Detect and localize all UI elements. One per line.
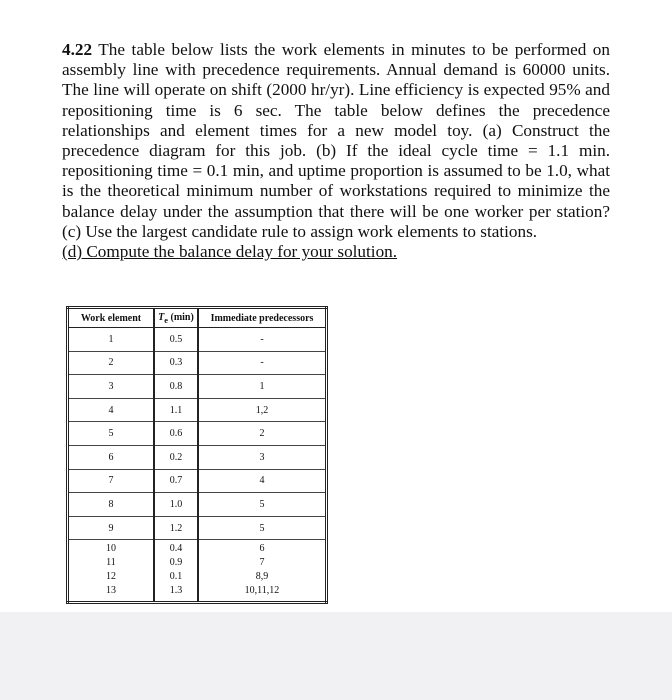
predecessors-cell: - (198, 351, 327, 375)
table-row (68, 570, 327, 584)
element-time-cell: 0.3 (154, 351, 198, 375)
table-row (68, 516, 327, 540)
predecessors-cell: 6 (259, 543, 265, 555)
table-row (68, 445, 327, 469)
time-symbol: T (158, 311, 165, 323)
element-time-cell: 1.3 (154, 584, 198, 603)
work-element-cell: 7 (68, 469, 155, 493)
work-element-cell: 6 (68, 445, 155, 469)
time-unit: (min) (167, 311, 194, 323)
time-subscript: e (164, 315, 168, 325)
work-element-cell: 2 (68, 351, 155, 375)
table-row (68, 493, 327, 517)
element-time-cell: 0.4 (154, 540, 198, 557)
work-element-cell: 10 (68, 540, 155, 557)
problem-text: The table below lists the work elements in minutes to be performed on assembly line with precedence requirements. Annual demand is 60000 units. The line will operate on shift (2000 hr/yr). Line efficiency is expected 95% and repositioning time is 6 sec. The table below defines the precedence relationships and element times for a new model toy. (a) Construct the precedence diagram for this job. (b) If the ideal cycle time = 1.1 min. repositioning time = 0.1 min, and uptime proportion is assumed to be 1.0, what is the theoretical minimum number of workstations required to minimize the balance delay under the assumption that there will be one worker per station? (c) Use the largest candidate rule to assign work elements to stations. (62, 40, 610, 241)
work-element-cell: 5 (68, 422, 155, 446)
page-footer-background (0, 612, 672, 700)
element-time-cell: 0.1 (154, 570, 198, 584)
header-element-time (154, 308, 198, 328)
work-element-cell: 4 (68, 398, 155, 422)
predecessors-cell: 10,11,12 (244, 585, 280, 597)
predecessors-cell: 1,2 (198, 398, 327, 422)
table-row (68, 351, 327, 375)
table-row (68, 469, 327, 493)
problem-part-d: (d) Compute the balance delay for your solution. (62, 242, 398, 262)
table-header-row (68, 308, 327, 328)
table-row (68, 422, 327, 446)
problem-statement (62, 40, 610, 262)
header-work-element: Work element (68, 308, 155, 328)
work-element-cell: 13 (68, 584, 155, 603)
element-time-cell: 0.2 (154, 445, 198, 469)
element-time-cell: 0.7 (154, 469, 198, 493)
work-element-cell: 8 (68, 493, 155, 517)
header-immediate-predecessors: Immediate predecessors (198, 308, 327, 328)
work-element-cell: 1 (68, 328, 155, 352)
predecessors-cell: 7 (259, 557, 265, 569)
work-element-cell: 11 (68, 556, 155, 570)
work-elements-table (66, 306, 328, 604)
predecessors-cell: 5 (198, 493, 327, 517)
predecessors-cell: 4 (198, 469, 327, 493)
predecessors-cell: 5 (198, 516, 327, 540)
work-element-cell: 12 (68, 570, 155, 584)
element-time-cell: 0.8 (154, 375, 198, 399)
problem-number: 4.22 (62, 40, 93, 59)
element-time-cell: 1.0 (154, 493, 198, 517)
element-time-cell: 0.5 (154, 328, 198, 352)
table-row (68, 375, 327, 399)
table-row (68, 556, 327, 570)
table-row (68, 540, 327, 557)
table-row (68, 328, 327, 352)
predecessors-cell: 8,9 (255, 571, 269, 583)
predecessors-cell: - (198, 328, 327, 352)
table-row (68, 584, 327, 603)
work-element-cell: 9 (68, 516, 155, 540)
element-time-cell: 1.2 (154, 516, 198, 540)
predecessors-cell: 2 (198, 422, 327, 446)
work-element-cell: 3 (68, 375, 155, 399)
predecessors-cell: 3 (198, 445, 327, 469)
element-time-cell: 0.6 (154, 422, 198, 446)
element-time-cell: 0.9 (154, 556, 198, 570)
predecessors-cell: 1 (198, 375, 327, 399)
table-row (68, 398, 327, 422)
element-time-cell: 1.1 (154, 398, 198, 422)
